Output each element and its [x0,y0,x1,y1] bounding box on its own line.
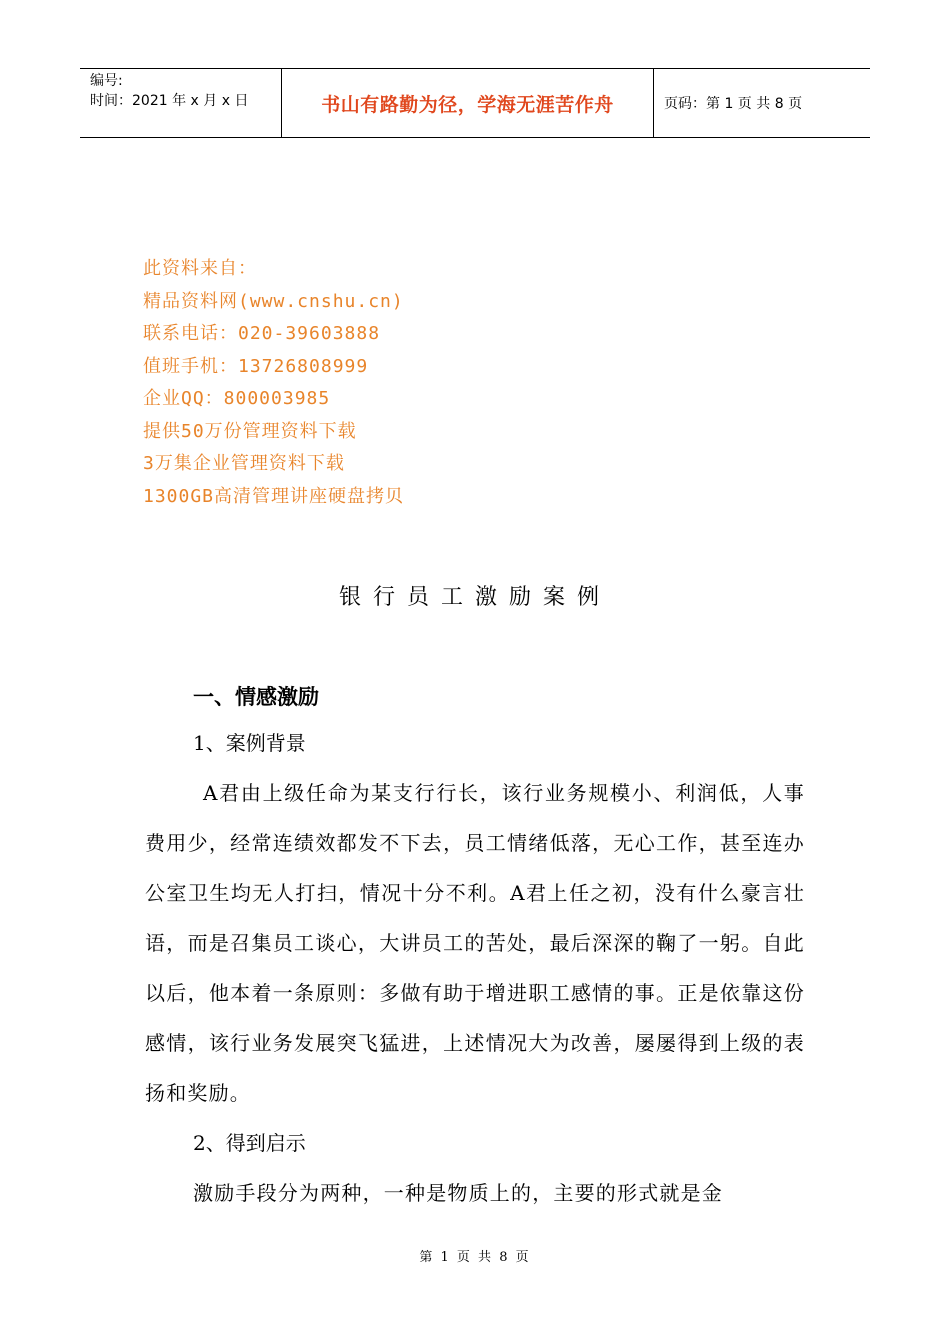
page-footer: 第 1 页 共 8 页 [419,1250,531,1265]
time-label: 时间：2021 年 x 月 x 日 [90,93,249,109]
source-line: 1300GB高清管理讲座硬盘拷贝 [143,485,405,507]
document-title: 银行员工激励案例 [338,585,611,610]
section-heading: 一、情感激励 [193,685,319,709]
source-line: 3万集企业管理资料下载 [143,453,345,474]
number-label: 编号: [90,73,123,89]
source-line: 提供50万份管理资料下载 [143,420,357,442]
subsection-heading: 2、得到启示 [193,1131,306,1155]
header-info-cell [80,69,281,137]
source-line: 此资料来自： [143,258,257,279]
body-paragraph: A君由上级任命为某支行行长，该行业务规模小、利润低，人事费用少，经常连绩效都发不下去，员工情绪低落，无心工作，甚至连办公室卫生均无人打扫，情况十分不利。A君上任之初，没有什么豪言壮语，而是召集员工谈心，大讲员工的苦处，最后深深的鞠了一躬。自此以后，他本着一条原则：多做有助于增进职工感情的事。正是依靠这份感情，该行业务发展突飞猛进，上述情况大为改善，屡屡得到上级的表扬和奖励。 [145,781,805,1105]
source-line: 企业QQ：800003985 [143,388,331,409]
document-header [80,68,870,138]
document-body [145,676,805,1218]
source-line: 联系电话：020-39603888 [143,323,381,344]
source-info-block [143,253,404,513]
source-line: 值班手机：13726808999 [143,355,369,377]
body-paragraph: 激励手段分为两种，一种是物质上的，主要的形式就是金 [193,1181,723,1205]
header-page-label: 页码：第 1 页 共 8 页 [664,96,803,112]
header-motto: 书山有路勤为径，学海无涯苦作舟 [281,69,654,137]
source-line: 精品资料网(www.cnshu.cn) [143,290,404,312]
subsection-heading: 1、案例背景 [193,731,306,755]
